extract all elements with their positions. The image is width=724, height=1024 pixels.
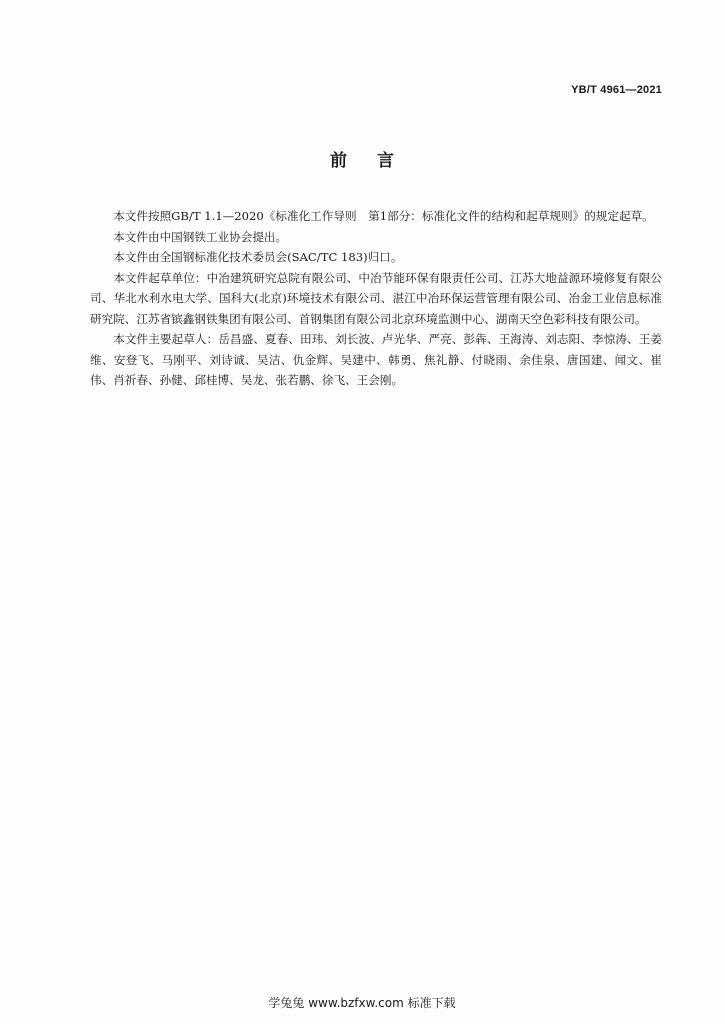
standard-code: YB/T 4961—2021: [571, 84, 662, 96]
paragraph-proposer: 本文件由中国钢铁工业协会提出。: [113, 229, 288, 244]
footer-watermark: 学兔兔 www.bzfxw.com 标准下载: [268, 996, 456, 1010]
page-title: [0, 146, 724, 171]
title-char-1: 前: [330, 151, 347, 171]
paragraph-drafting-rules: 本文件按照GB/T 1.1—2020《标准化工作导则 第1部分：标准化文件的结构和起草规则》的规定起草。: [113, 209, 654, 223]
title-char-2: 言: [377, 151, 394, 171]
paragraph-drafters: 本文件主要起草人：岳昌盛、夏春、田玮、刘长波、卢光华、严亮、彭犇、王海涛、刘志阳、李惊涛、王姜维、安登飞、马刚平、刘诗诚、吴洁、仇金辉、吴建中、韩勇、焦礼静、付晓雨、余佳泉、唐国建、闻文、崔伟、肖祈春、孙健、邱桂博、吴龙、张若鹏、徐飞、王会刚。: [90, 332, 662, 387]
foreword-body: [90, 206, 662, 391]
paragraph-technical-committee: 本文件由全国钢标准化技术委员会(SAC/TC 183)归口。: [113, 250, 403, 264]
paragraph-drafting-units: 本文件起草单位：中冶建筑研究总院有限公司、中冶节能环保有限责任公司、江苏大地益源环境修复有限公司、华北水利水电大学、国科大(北京)环境技术有限公司、湛江中冶环保运营管理有限公司、冶金工业信息标准研究院、江苏省镔鑫钢铁集团有限公司、首钢集团有限公司北京环境监测中心、湖南天空色彩科技有限公司。: [90, 270, 662, 326]
